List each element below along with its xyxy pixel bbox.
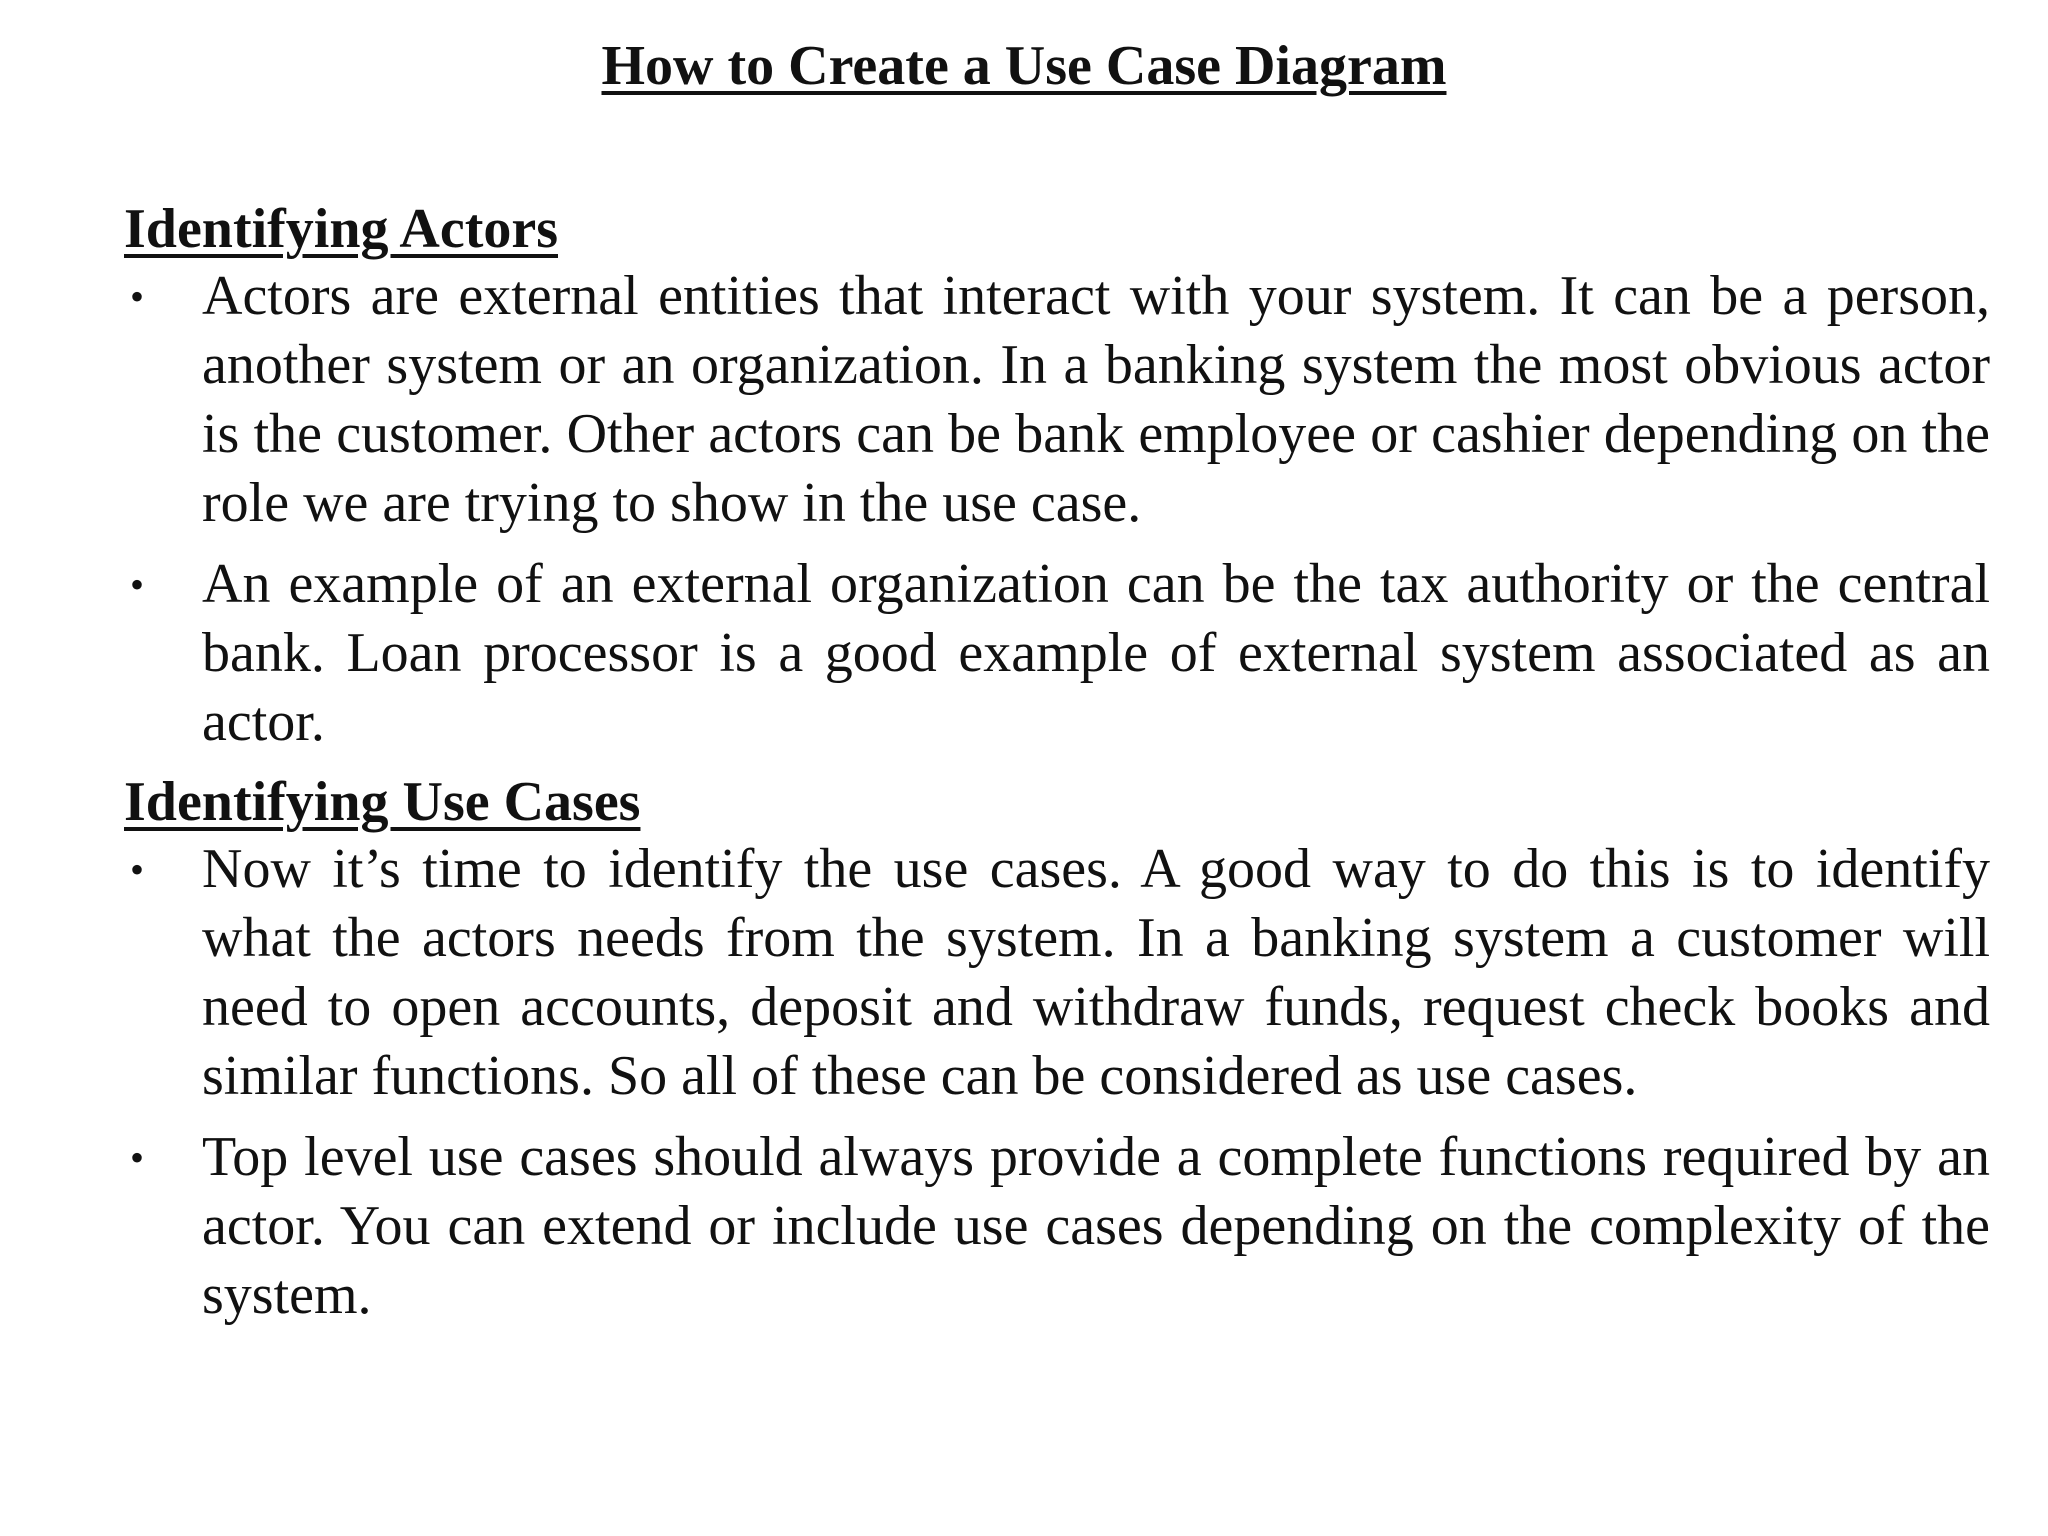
bullet-icon: • [130, 847, 145, 892]
bullet-icon: • [130, 562, 145, 607]
list-item [124, 550, 1990, 757]
section-heading-use-cases: Identifying Use Cases [124, 771, 641, 833]
list-item [124, 1123, 1990, 1330]
bullet-text: Actors are external entities that interact with your system. It can be a person, another system or an organization. In a banking system the most obvious actor is the customer. Other actors can be bank employee or cashier depending on the role we are trying to show in the use case. [202, 265, 1990, 534]
page-title [0, 30, 2048, 102]
bullet-text: Top level use cases should always provide a complete functions required by an actor. You can extend or include use cases depending on the complexity of the system. [202, 1126, 1990, 1326]
bullet-text: Now it’s time to identify the use cases. A good way to do this is to identify what the actors needs from the system. In a banking system a customer will need to open accounts, deposit and withdraw funds, request check books and similar functions. So all of these can be considered as use cases. [202, 838, 1990, 1107]
bullet-list-actors [124, 262, 1990, 757]
bullet-icon: • [130, 274, 145, 319]
section-identifying-use-cases [124, 769, 1990, 1330]
document-body [124, 196, 1990, 1330]
bullet-icon: • [130, 1135, 145, 1180]
page-title-text: How to Create a Use Case Diagram [601, 35, 1447, 97]
bullet-text: An example of an external organization can be the tax authority or the central bank. Loan processor is a good example of external system associated as an actor. [202, 553, 1990, 753]
bullet-list-use-cases [124, 835, 1990, 1330]
section-heading-actors: Identifying Actors [124, 198, 558, 260]
section-identifying-actors [124, 196, 1990, 757]
list-item [124, 262, 1990, 538]
list-item [124, 835, 1990, 1111]
